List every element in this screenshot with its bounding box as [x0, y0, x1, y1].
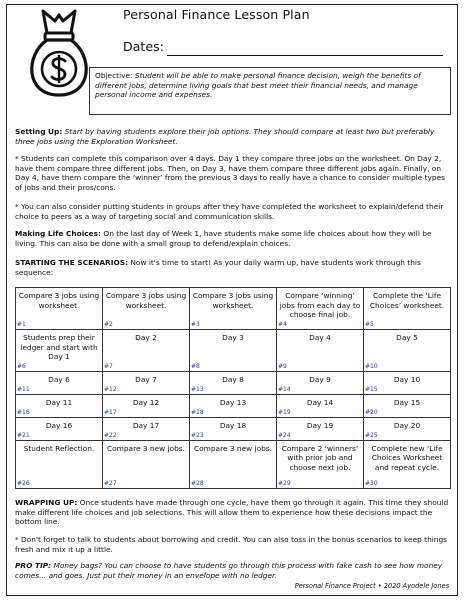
grid-cell-text: Day 4 [309, 332, 331, 342]
grid-cell [190, 288, 277, 330]
grid-cell [16, 288, 103, 330]
grid-cell-text: Day 15 [393, 397, 421, 407]
grid-cell-text: Compare 3 jobs using worksheet. [192, 291, 274, 310]
grid-cell-text: Compare 3 jobs using worksheet. [18, 291, 100, 310]
grid-cell-number: #6 [17, 362, 26, 370]
grid-cell-text: Day 16 [45, 420, 73, 430]
grid-cell-number: #20 [365, 408, 378, 416]
grid-cell-text: Compare ‘winning’ jobs from each day to choose final job. [279, 291, 361, 320]
grid-cell-number: #13 [191, 385, 204, 393]
grid-cell [190, 394, 277, 417]
grid-cell [16, 371, 103, 394]
grid-cell [277, 417, 364, 440]
grid-cell-text: Day 2 [135, 332, 157, 342]
grid-cell-number: #12 [104, 385, 117, 393]
grid-cell-number: #29 [278, 479, 291, 487]
grid-row [16, 394, 451, 417]
grid-cell-number: #30 [365, 479, 378, 487]
grid-cell-number: #2 [104, 321, 113, 329]
grid-cell-text: Day 17 [132, 420, 160, 430]
grid-cell-number: #11 [17, 385, 30, 393]
grid-cell-text: Day 11 [45, 397, 73, 407]
grid-cell-text: Student Reflection. [23, 443, 95, 453]
groups-paragraph: * You can also consider putting students in groups after they have completed the worksheet to explain/defend their choice to peers as a way of targeting social and communication skills. [15, 202, 444, 221]
grid-cell-text: Day 7 [135, 374, 157, 384]
life-choices-section [15, 229, 453, 248]
grid-cell [190, 329, 277, 371]
page-title: Personal Finance Lesson Plan [123, 7, 310, 22]
objective-box [89, 67, 451, 115]
grid-cell-number: #14 [278, 385, 291, 393]
grid-cell [103, 371, 190, 394]
grid-row [16, 371, 451, 394]
scenarios-label: STARTING THE SCENARIOS: [15, 258, 129, 267]
grid-cell-number: #15 [365, 385, 378, 393]
borrowing-paragraph: * Don't forget to talk to students about borrowing and credit. You can also toss in the bonus scenarios to keep things fresh and mix it up a little. [15, 535, 448, 554]
grid-row [16, 329, 451, 371]
grid-cell [277, 288, 364, 330]
grid-cell-text: Day 12 [132, 397, 160, 407]
wrapping-up-label: WRAPPING UP: [15, 498, 78, 507]
grid-cell-text: Day 5 [396, 332, 418, 342]
grid-cell [190, 417, 277, 440]
life-choices-text: On the last day of Week 1, have students make some life choices about how they will be living. This can also be done with a small group to defend/explain choices. [15, 229, 432, 248]
grid-cell-text: Day 3 [222, 332, 244, 342]
grid-row [16, 440, 451, 488]
grid-cell [364, 394, 451, 417]
footer-credit: Personal Finance Project • 2020 Ayodele Jones [294, 582, 449, 590]
grid-cell [190, 440, 277, 488]
grid-cell-text: Day 6 [48, 374, 70, 384]
grid-cell-text: Day 20 [393, 420, 421, 430]
grid-cell [103, 329, 190, 371]
grid-cell-text: Compare 3 new jobs. [106, 443, 186, 453]
grid-cell [277, 329, 364, 371]
dates-label: Dates: [123, 39, 164, 54]
grid-cell-number: #8 [191, 362, 200, 370]
grid-cell-text: Students prep their ledger and start with Day 1 [20, 332, 98, 362]
grid-cell-number: #17 [104, 408, 117, 416]
grid-cell [364, 417, 451, 440]
grid-cell-number: #24 [278, 431, 291, 439]
lesson-plan-page [6, 4, 458, 596]
grid-cell-number: #22 [104, 431, 117, 439]
grid-cell-text: Day 10 [393, 374, 421, 384]
setting-up-text: Start by having students explore their job options. They should compare at least two but preferably three jobs using the Exploration Worksheet. [15, 127, 435, 146]
money-bag-icon [21, 7, 97, 103]
grid-cell [16, 394, 103, 417]
pro-tip-label: PRO TIP: [15, 561, 52, 570]
grid-cell-number: #25 [365, 431, 378, 439]
grid-cell-text: Day 18 [219, 420, 247, 430]
grid-cell-number: #10 [365, 362, 378, 370]
grid-cell [364, 329, 451, 371]
pro-tip-section [15, 561, 453, 580]
dates-blank-line [167, 55, 443, 56]
grid-cell [103, 394, 190, 417]
grid-cell-number: #28 [191, 479, 204, 487]
grid-cell-number: #9 [278, 362, 287, 370]
scenarios-section [15, 258, 453, 277]
grid-cell-text: Complete new ‘Life Choices Worksheet and repeat cycle. [371, 443, 443, 472]
grid-cell-number: #16 [17, 408, 30, 416]
grid-row [16, 417, 451, 440]
grid-cell [277, 371, 364, 394]
grid-cell-text: Day 9 [309, 374, 331, 384]
life-choices-label: Making Life Choices: [15, 229, 102, 238]
grid-cell [103, 440, 190, 488]
setting-up-label: Setting Up: [15, 127, 63, 136]
grid-cell-number: #1 [17, 321, 26, 329]
grid-cell [16, 440, 103, 488]
objective-label: Objective: [95, 71, 133, 80]
grid-cell [16, 329, 103, 371]
grid-cell-text: Compare 3 jobs using worksheet. [105, 291, 187, 310]
pro-tip-text: Money bags? You can choose to have students go through this process with fake cash to see how money comes... and goes. Just put their money in an envelope with no ledger. [15, 561, 443, 580]
grid-cell-number: #7 [104, 362, 113, 370]
grid-cell-number: #27 [104, 479, 117, 487]
grid-cell-number: #21 [17, 431, 30, 439]
grid-cell [364, 371, 451, 394]
grid-cell [190, 371, 277, 394]
grid-cell [103, 417, 190, 440]
grid-cell-number: #5 [365, 321, 374, 329]
grid-cell-text: Compare 2 ‘winners’ with prior job and choose next job. [281, 443, 359, 472]
grid-cell [364, 288, 451, 330]
grid-cell-number: #19 [278, 408, 291, 416]
grid-cell-text: Day 19 [306, 420, 334, 430]
grid-row [16, 288, 451, 330]
grid-cell-number: #3 [191, 321, 200, 329]
grid-cell-number: #18 [191, 408, 204, 416]
grid-cell-text: Compare 3 new jobs. [193, 443, 273, 453]
setting-up-section [15, 127, 453, 146]
scenarios-text: Now it's time to start! As your daily warm up, have students work through this sequence: [15, 258, 421, 277]
grid-cell-number: #23 [191, 431, 204, 439]
grid-cell-number: #26 [17, 479, 30, 487]
grid-cell-number: #4 [278, 321, 287, 329]
objective-text: Student will be able to make personal finance decision, weigh the benefits of different jobs, determine living goals that best meet their financial needs, and manage personal income and expenses. [95, 71, 421, 100]
grid-cell-text: Day 8 [222, 374, 244, 384]
wrapping-up-text: Once students have made through one cycle, have them go through it again. This time they should make different life choices and job selections. This will allow them to experience how these decisions impact the bottom line. [15, 498, 449, 527]
scenario-sequence-grid [15, 287, 451, 489]
grid-cell [364, 440, 451, 488]
grid-cell [277, 394, 364, 417]
grid-cell-text: Day 14 [306, 397, 334, 407]
comparison-paragraph: * Students can complete this comparison over 4 days. Day 1 they compare three jobs on the worksheet. On Day 2, have them compare three different jobs. Then, on Day 3, have them compare three different jobs again. Finally, on Day 4, have them compare the ‘winner’ from the previous 3 days to really have a chance to consider multiple types of jobs and their pros/cons. [15, 154, 445, 192]
grid-cell [16, 417, 103, 440]
grid-cell-text: Day 13 [219, 397, 247, 407]
grid-cell-text: Complete the ‘Life Choices’ worksheet. [369, 291, 445, 310]
grid-cell [277, 440, 364, 488]
wrapping-up-section [15, 498, 453, 527]
grid-cell [103, 288, 190, 330]
